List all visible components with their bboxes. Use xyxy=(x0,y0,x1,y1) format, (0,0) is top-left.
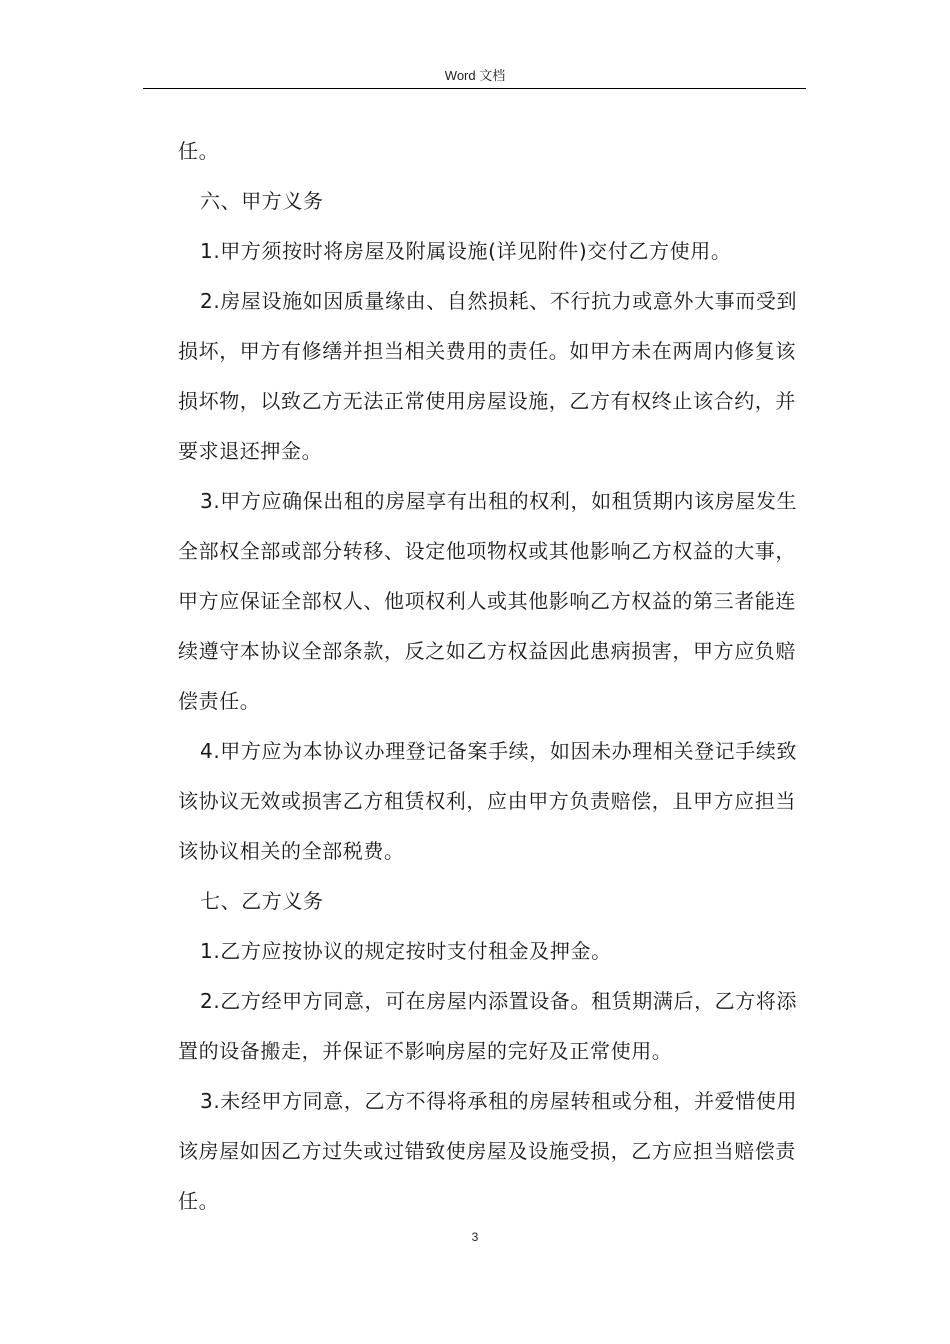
document-body xyxy=(178,126,806,1226)
clause-b-1: 1.乙方应按协议的规定按时支付租金及押金。 xyxy=(200,939,612,963)
clause-a-3: 3.甲方应确保出租的房屋享有出租的权利，如租赁期内该房屋发生全部权全部或部分转移、设定他项物权或其他影响乙方权益的大事，甲方应保证全部权人、他项权利人或其他影响乙方权益的第三者能连续遵守本协议全部条款，反之如乙方权益因此患病损害，甲方应负赔偿责任。 xyxy=(178,489,798,713)
clause-b-3: 3.未经甲方同意，乙方不得将承租的房屋转租或分租，并爱惜使用该房屋如因乙方过失或过错致使房屋及设施受损，乙方应担当赔偿责任。 xyxy=(178,1089,798,1213)
section-heading-party-a-obligations: 六、甲方义务 xyxy=(200,189,324,213)
clause-b-2: 2.乙方经甲方同意，可在房屋内添置设备。租赁期满后，乙方将添置的设备搬走，并保证不影响房屋的完好及正常使用。 xyxy=(178,989,798,1063)
page-number: 3 xyxy=(471,1230,479,1244)
header-divider xyxy=(143,88,806,89)
paragraph-continuation: 任。 xyxy=(178,139,220,163)
page-header-title: Word 文档 xyxy=(444,68,506,83)
section-heading-party-b-obligations: 七、乙方义务 xyxy=(200,889,324,913)
clause-a-2: 2.房屋设施如因质量缘由、自然损耗、不行抗力或意外大事而受到损坏，甲方有修缮并担当相关费用的责任。如甲方未在两周内修复该损坏物，以致乙方无法正常使用房屋设施，乙方有权终止该合约，并要求退还押金。 xyxy=(178,289,798,463)
clause-a-4: 4.甲方应为本协议办理登记备案手续，如因未办理相关登记手续致该协议无效或损害乙方租赁权利，应由甲方负责赔偿，且甲方应担当该协议相关的全部税费。 xyxy=(178,739,798,863)
clause-a-1: 1.甲方须按时将房屋及附属设施(详见附件)交付乙方使用。 xyxy=(200,239,732,263)
